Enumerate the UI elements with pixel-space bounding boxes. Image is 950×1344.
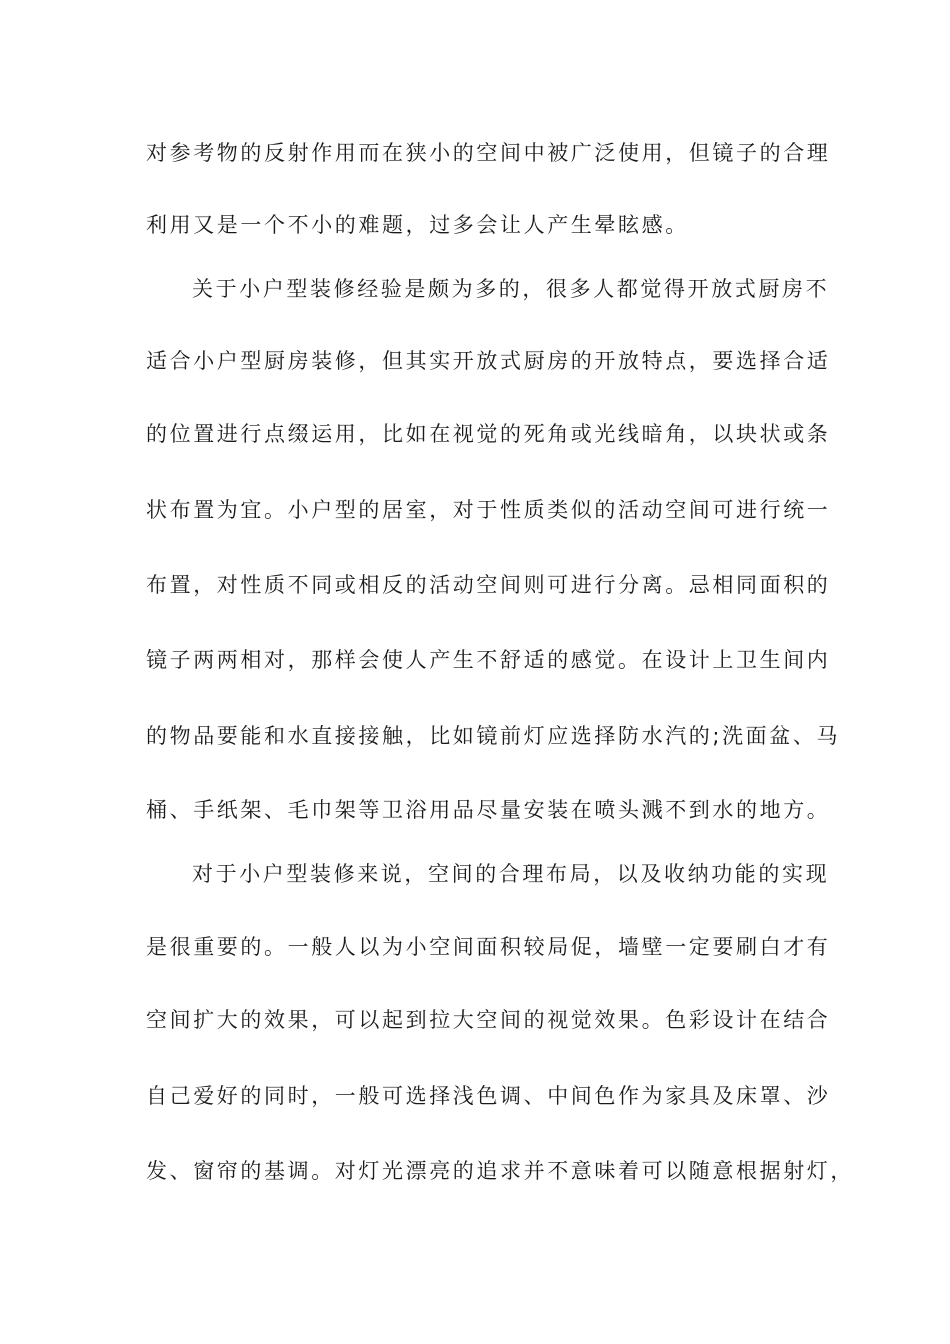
paragraph-start-line: 关于小户型装修经验是颇为多的，很多人都觉得开放式厨房不 bbox=[192, 277, 830, 301]
text-line: 适合小户型厨房装修，但其实开放式厨房的开放特点，要选择合适 bbox=[146, 349, 831, 373]
text-line: 桶、手纸架、毛巾架等卫浴用品尽量安装在喷头溅不到水的地方。 bbox=[146, 798, 831, 822]
text-line: 空间扩大的效果，可以起到拉大空间的视觉效果。色彩设计在结合 bbox=[146, 1008, 831, 1032]
text-line: 对参考物的反射作用而在狭小的空间中被广泛使用，但镜子的合理 bbox=[146, 141, 831, 165]
text-line: 的物品要能和水直接接触，比如镜前灯应选择防水汽的;洗面盆、马 bbox=[146, 724, 841, 748]
paragraph-start-line: 对于小户型装修来说，空间的合理布局，以及收纳功能的实现 bbox=[192, 862, 830, 886]
text-line: 自己爱好的同时，一般可选择浅色调、中间色作为家具及床罩、沙 bbox=[146, 1084, 831, 1108]
text-line: 状布置为宜。小户型的居室，对于性质类似的活动空间可进行统一 bbox=[146, 498, 831, 522]
text-line: 镜子两两相对，那样会使人产生不舒适的感觉。在设计上卫生间内 bbox=[146, 648, 831, 672]
text-line: 发、窗帘的基调。对灯光漂亮的追求并不意味着可以随意根据射灯， bbox=[146, 1159, 854, 1183]
text-line: 是很重要的。一般人以为小空间面积较局促，墙壁一定要刷白才有 bbox=[146, 935, 831, 959]
text-line: 布置，对性质不同或相反的活动空间则可进行分离。忌相同面积的 bbox=[146, 573, 831, 597]
text-line: 的位置进行点缀运用，比如在视觉的死角或光线暗角，以块状或条 bbox=[146, 422, 831, 446]
text-line: 利用又是一个不小的难题，过多会让人产生晕眩感。 bbox=[146, 213, 689, 237]
